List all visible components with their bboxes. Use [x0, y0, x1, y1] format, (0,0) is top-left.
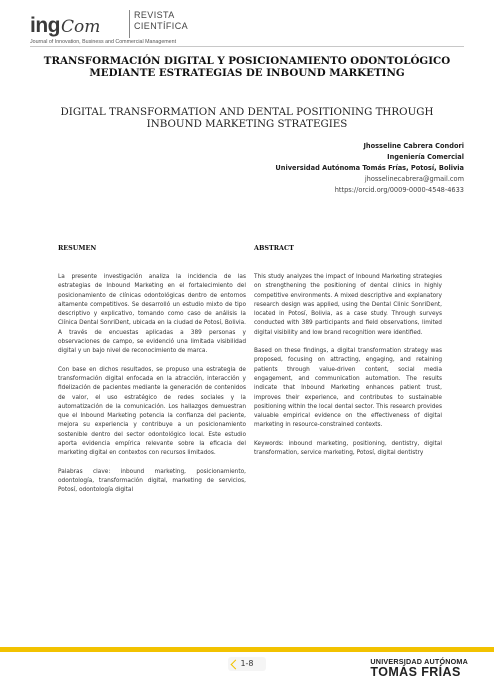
abstract-heading: ABSTRACT: [254, 244, 294, 252]
abstract-paragraph-1: This study analyzes the impact of Inbound Marketing strategies on strengthening the positioning of dental clinics in highly competitive environments. A mixed descriptive and explanatory research design was applied, using the Dental Clinic SonriDent, located in Potosí, Bolivia, as a case study. Through surveys conducted with 389 participants and field observations, limited digital visibility and low brand recognition were identified.: [254, 274, 442, 336]
journal-subtitle: Journal of Innovation, Business and Commercial Management: [30, 39, 177, 45]
resumen-paragraph-2: Con base en dichos resultados, se propuso una estrategia de transformación digital enfocada en la atracción, interacción y fidelización de pacientes mediante la generación de contenidos de valor, el uso estratégico de redes sociales y la automatización de la comunicación. Los hallazgos demuestran que el Inbound Marketing potencia la confianza del paciente, mejora su experiencia y contribuye a un posicionamiento sostenible dentro del sector odontológico local. Este estudio aporta evidencia empírica relevante sobre la eficacia del marketing digital en contextos con recursos limitados.: [58, 366, 246, 457]
resumen-keywords: Palabras clave: inbound marketing, posicionamiento, odontología, transformación digital, marketing de servicios, Potosí, odontología digital: [58, 468, 246, 494]
logo-revista-line1: REVISTA: [134, 10, 175, 20]
university-logo: [370, 657, 468, 679]
abstract-column: [254, 244, 442, 467]
author-name: Jhosseline Cabrera Condori: [363, 142, 464, 150]
logo-divider: [129, 10, 130, 38]
title-spanish: TRANSFORMACIÓN DIGITAL Y POSICIONAMIENTO ODONTOLÓGICO MEDIANTE ESTRATEGIAS DE INBOUND MARKETING: [43, 55, 451, 79]
author-university: Universidad Autónoma Tomás Frías, Potosí, Bolivia: [275, 164, 464, 172]
resumen-heading: RESUMEN: [58, 244, 97, 252]
logo-ing-text: ing: [30, 14, 60, 37]
abstract-keywords: Keywords: inbound marketing, positioning, dentistry, digital transformation, service marketing, Potosí, digital dentistry: [254, 440, 442, 457]
abstract-paragraph-2: Based on these findings, a digital transformation strategy was proposed, focusing on attracting, engaging, and retaining patients through value-driven content, social media engagement, and communication automation. The results indicate that Inbound Marketing enhances patient trust, improves their experience, and contributes to sustainable positioning within the local dental sector. This research provides valuable empirical evidence on the effectiveness of digital marketing in resource-constrained contexts.: [254, 348, 442, 429]
header-divider: [30, 46, 464, 47]
author-role: Ingeniería Comercial: [387, 153, 464, 161]
author-email[interactable]: jhosselinecabrera@gmail.com: [364, 175, 464, 183]
logo-com-text: Com: [61, 17, 101, 37]
logo-revista-label: [134, 10, 188, 32]
author-block: [275, 141, 464, 196]
university-line1: UNIVERSIDAD AUTÓNOMA: [370, 657, 468, 666]
logo-revista-line2: CIENTÍFICA: [134, 21, 189, 31]
resumen-column: [58, 244, 246, 505]
title-english: DIGITAL TRANSFORMATION AND DENTAL POSITIONING THROUGH INBOUND MARKETING STRATEGIES: [60, 106, 434, 130]
journal-header: [30, 8, 470, 48]
author-orcid-link[interactable]: https://orcid.org/0009-0000-4548-4633: [334, 186, 464, 194]
page-number: 1-8: [228, 657, 266, 671]
university-line2: TOMÁS FRÍAS: [370, 665, 461, 679]
footer-accent-bar: [0, 647, 494, 652]
journal-logo: [30, 8, 100, 38]
resumen-paragraph-1: La presente investigación analiza la incidencia de las estrategias de Inbound Marketing en el fortalecimiento del posicionamiento de clínicas odontológicas dentro de entornos altamente competitivos. Se desarrolló un estudio mixto de tipo descriptivo y explicativo, tomando como caso de análisis la Clínica Dental SonriDent, ubicada en la ciudad de Potosí, Bolivia. A través de encuestas aplicadas a 389 personas y observaciones de campo, se evidenció una limitada visibilidad digital y un bajo nivel de reconocimiento de marca.: [58, 274, 247, 355]
